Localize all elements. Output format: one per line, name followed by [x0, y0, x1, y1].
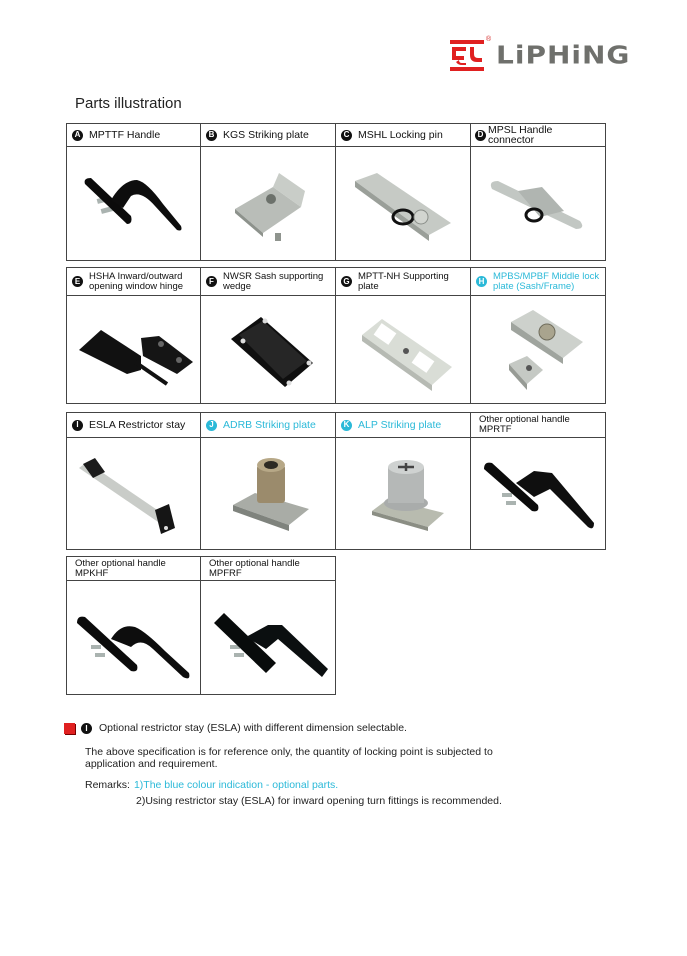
- part-badge: G: [341, 276, 352, 287]
- part-badge: D: [475, 130, 486, 141]
- part-cell-mpfrf: [201, 556, 336, 695]
- part-label: ADRB Striking plate: [223, 419, 316, 431]
- part-image-adrb-striking-plate: [201, 438, 335, 549]
- brand-logo: [448, 36, 631, 76]
- part-header: [201, 268, 335, 296]
- part-badge: H: [476, 276, 487, 287]
- part-label: Other optional handle MPRTF: [479, 414, 570, 435]
- part-image-alp-striking-plate: [336, 438, 470, 549]
- part-cell-c: [336, 123, 471, 261]
- silver-handle-connector-icon: [476, 159, 601, 249]
- parts-row-3: [66, 412, 606, 550]
- part-label: ALP Striking plate: [358, 419, 442, 431]
- part-badge: J: [206, 420, 217, 431]
- part-badge: K: [341, 420, 352, 431]
- parts-row-2: [66, 267, 606, 404]
- part-image-mprtf-handle: [471, 438, 605, 549]
- part-header: [471, 413, 605, 438]
- red-square-icon: [64, 723, 75, 734]
- part-label: MPTT-NH Supporting plate: [358, 270, 449, 292]
- part-label: ESLA Restrictor stay: [89, 419, 186, 431]
- part-header: [336, 124, 470, 147]
- registered-mark: ®: [486, 36, 492, 43]
- part-header: [201, 124, 335, 147]
- part-cell-j: [201, 412, 336, 550]
- part-image-nwsr-wedge: [201, 296, 335, 403]
- notes-section: [64, 722, 664, 807]
- part-header: [67, 557, 200, 581]
- part-image-mpttf-handle: [67, 147, 200, 260]
- part-cell-d: [471, 123, 606, 261]
- part-image-esla-restrictor-stay: [67, 438, 200, 549]
- part-label: NWSR Sash supporting wedge: [223, 270, 324, 292]
- part-label: Other optional handle MPFRF: [209, 557, 300, 579]
- silver-locking-pin-icon: [341, 159, 466, 249]
- part-image-kgs-striking-plate: [201, 147, 335, 260]
- part-cell-k: [336, 412, 471, 550]
- remark-2: 2)Using restrictor stay (ESLA) for inward opening turn fittings is recommended.: [136, 795, 502, 807]
- part-cell-a: [66, 123, 201, 261]
- part-cell-f: [201, 267, 336, 404]
- part-badge: E: [72, 276, 83, 287]
- white-supporting-plate-icon: [348, 305, 458, 395]
- part-header: [471, 124, 605, 147]
- part-header: [471, 268, 605, 296]
- remarks-label: Remarks:: [85, 779, 130, 791]
- part-header: [201, 557, 335, 581]
- parts-row-1: [66, 123, 606, 261]
- part-header: [67, 124, 200, 147]
- part-label: MPSL Handle connector: [488, 124, 553, 146]
- part-label: MSHL Locking pin: [358, 129, 443, 141]
- part-image-hsha-hinge: [67, 296, 200, 403]
- part-image-mpsl-handle-connector: [471, 147, 605, 260]
- part-cell-mprtf: [471, 412, 606, 550]
- bronze-striking-plate-icon: [213, 449, 323, 539]
- parts-row-4: [66, 556, 336, 695]
- part-header: [201, 413, 335, 438]
- silver-striking-plate-icon: [213, 159, 323, 249]
- black-window-handle-icon: [71, 164, 196, 244]
- black-hinge-icon: [71, 310, 196, 390]
- part-label: KGS Striking plate: [223, 129, 309, 141]
- part-badge: F: [206, 276, 217, 287]
- part-badge: B: [206, 130, 217, 141]
- part-image-mshl-locking-pin: [336, 147, 470, 260]
- part-cell-g: [336, 267, 471, 404]
- liphing-logo-mark-icon: [448, 38, 486, 72]
- page-title: Parts illustration: [75, 95, 182, 112]
- part-cell-h: [471, 267, 606, 404]
- note-badge: I: [81, 723, 92, 734]
- part-label: MPTTF Handle: [89, 129, 161, 141]
- part-image-mpfrf-handle: [201, 581, 335, 694]
- spec-note: The above specification is for reference only, the quantity of locking point is subjected to application and requirement.: [85, 746, 493, 770]
- black-wedge-icon: [213, 305, 323, 395]
- part-header: [336, 413, 470, 438]
- black-handle-mpfrf-icon: [206, 593, 331, 683]
- remark-1: 1)The blue colour indication - optional parts.: [133, 779, 339, 791]
- part-badge: A: [72, 130, 83, 141]
- part-header: [67, 268, 200, 296]
- restrictor-note: [64, 722, 664, 734]
- part-label: Other optional handle MPKHF: [75, 557, 166, 579]
- restrictor-stay-icon: [71, 446, 196, 541]
- part-cell-i: [66, 412, 201, 550]
- part-badge: I: [72, 420, 83, 431]
- part-cell-e: [66, 267, 201, 404]
- part-image-mpkhf-handle: [67, 581, 200, 694]
- silver-middle-lock-plate-icon: [483, 302, 593, 397]
- part-image-mpbs-mpbf-middle-lock-plate: [471, 296, 605, 403]
- part-badge: C: [341, 130, 352, 141]
- black-handle-mpkhf-icon: [71, 593, 196, 683]
- part-cell-mpkhf: [66, 556, 201, 695]
- part-label: HSHA Inward/outward opening window hinge: [89, 270, 184, 292]
- brand-name: LiPHiNG: [496, 40, 631, 70]
- silver-alp-striking-plate-icon: [348, 449, 458, 539]
- black-handle-mprtf-icon: [476, 449, 601, 539]
- part-image-mptt-nh-supporting-plate: [336, 296, 470, 403]
- remarks: [85, 779, 664, 791]
- restrictor-note-text: Optional restrictor stay (ESLA) with different dimension selectable.: [99, 722, 407, 734]
- part-label: MPBS/MPBF Middle lock plate (Sash/Frame): [493, 270, 600, 292]
- part-header: [336, 268, 470, 296]
- part-header: [67, 413, 200, 438]
- part-cell-b: [201, 123, 336, 261]
